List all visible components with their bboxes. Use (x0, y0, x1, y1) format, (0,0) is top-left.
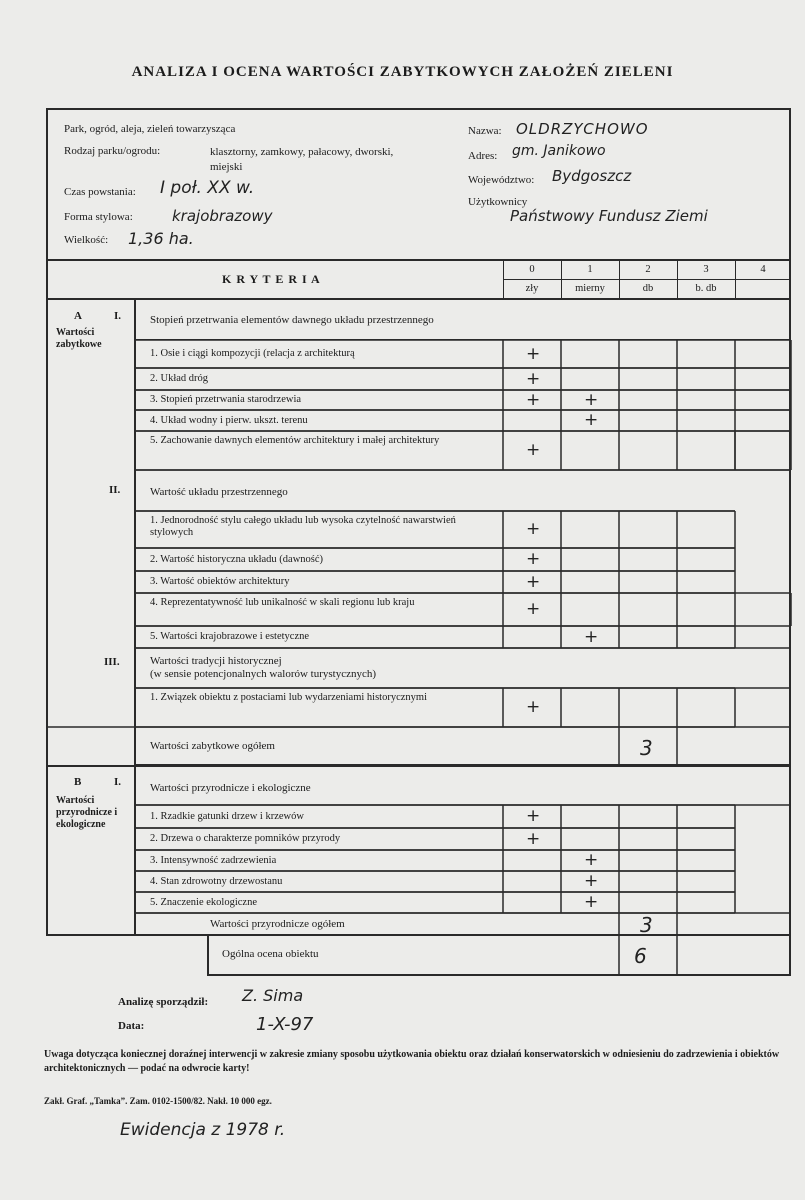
criterion-row-label: 1. Osie i ciągi kompozycji (relacja z architekturą (150, 348, 355, 359)
address-label: Adres: (468, 150, 498, 162)
overall-value: 6 (634, 944, 647, 968)
voivodeship-value: Bydgoszcz (552, 167, 632, 185)
section-a-name: Wartości zabytkowe (56, 327, 102, 350)
check-mark: + (584, 389, 599, 410)
style-value: krajobrazowy (172, 207, 273, 225)
park-kind-options: klasztorny, zamkowy, pałacowy, dworski, (210, 146, 394, 158)
check-mark: + (526, 697, 541, 717)
section-a-roman-3: III. (104, 656, 120, 668)
col-3-label: b. db (695, 283, 717, 294)
print-info: Zakł. Graf. „Tamka”. Zam. 0102-1500/82. Nakł. 10 000 egz. (44, 1096, 272, 1106)
park-kind-label: Rodzaj parku/ogrodu: (64, 145, 161, 157)
a3-group-title-2: (w sensie potencjonalnych walorów turystycznych) (150, 668, 377, 680)
section-a-letter: A (74, 310, 82, 322)
overall-label: Ogólna ocena obiektu (222, 948, 319, 960)
header-col-line-1 (561, 259, 562, 299)
criterion-row-label: 2. Układ dróg (150, 373, 209, 384)
col-2-label: db (642, 283, 654, 294)
a3-group-title-1: Wartości tradycji historycznej (150, 655, 282, 667)
date-value: 1-X-97 (256, 1014, 314, 1035)
check-mark: + (526, 828, 541, 849)
form-title: ANALIZA I OCENA WARTOŚCI ZABYTKOWYCH ZAŁOŻEŃ ZIELENI (131, 64, 674, 80)
header-mid-line (503, 279, 791, 280)
check-mark: + (526, 549, 541, 569)
criterion-row-label: 1. Związek obiektu z postaciami lub wydarzeniami historycznymi (150, 692, 427, 703)
section-b-letter: B (74, 776, 82, 788)
criteria-header: K R Y T E R I A (222, 272, 321, 286)
check-mark: + (584, 892, 599, 912)
b-total-label: Wartości przyrodnicze ogółem (210, 918, 345, 930)
check-mark: + (526, 343, 541, 364)
voivodeship-label: Województwo: (468, 174, 535, 186)
col-0-num: 0 (529, 264, 535, 275)
criterion-row-label: 5. Zachowanie dawnych elementów architektury i małej architektury (150, 435, 440, 446)
criterion-row-label: 5. Wartości krajobrazowe i estetyczne (150, 631, 310, 642)
origin-label: Czas powstania: (64, 186, 136, 198)
criterion-row-label: 2. Drzewa o charakterze pomników przyrody (150, 833, 341, 844)
col-4-num: 4 (760, 264, 766, 275)
a-total-label: Wartości zabytkowe ogółem (150, 740, 275, 752)
check-mark: + (584, 871, 599, 891)
intervention-note: Uwaga dotycząca koniecznej doraźnej interwencji w zakresie zmiany sposobu użytkowania obiektu oraz działań konserwatorskich w odniesieniu do zadrzewienia i obiektów architektonicznych — podać na odwrocie karty! (44, 1049, 780, 1074)
criterion-row-label: 4. Układ wodny i pierw. ukszt. terenu (150, 414, 308, 426)
analysis-signature: Z. Sima (242, 986, 304, 1005)
category-column-divider (134, 298, 136, 936)
b1-group-title: Wartości przyrodnicze i ekologiczne (150, 782, 311, 794)
section-b-name: Wartości przyrodnicze i ekologiczne (56, 795, 118, 830)
check-mark: + (526, 571, 541, 592)
record-note: Ewidencja z 1978 r. (120, 1120, 286, 1140)
check-mark: + (526, 519, 541, 539)
a2-group-title: Wartość układu przestrzennego (150, 486, 288, 498)
col-0-label: zły (525, 283, 539, 294)
header-col-line-0 (503, 259, 504, 299)
users-value: Państwowy Fundusz Ziemi (510, 207, 708, 225)
name-label: Nazwa: (468, 125, 502, 137)
check-mark: + (584, 410, 599, 430)
section-b-roman-1: I. (114, 776, 122, 788)
check-mark: + (584, 850, 599, 870)
name-value: OLDRZYCHOWO (516, 120, 649, 138)
check-mark: + (526, 368, 541, 389)
check-mark: + (526, 806, 541, 826)
col-2-num: 2 (645, 264, 651, 275)
park-type-line: Park, ogród, aleja, zieleń towarzysząca (64, 123, 236, 135)
a1-group-bottom (134, 339, 791, 340)
header-col-line-3 (677, 259, 678, 299)
col-3-num: 3 (703, 264, 709, 275)
section-a-b-divider (46, 765, 791, 767)
check-mark: + (584, 626, 599, 647)
header-bottom-line (46, 298, 791, 300)
header-col-line-2 (619, 259, 620, 299)
header-col-line-4 (735, 259, 736, 299)
size-label: Wielkość: (64, 234, 109, 246)
criterion-row-label: 5. Znaczenie ekologiczne (150, 896, 257, 908)
a-total-value: 3 (640, 736, 653, 760)
section-a-roman-1: I. (114, 310, 122, 322)
criterion-row-label: 3. Wartość obiektów architektury (150, 576, 290, 587)
analysis-label: Analizę sporządził: (118, 996, 209, 1008)
criterion-row-label: 3. Intensywność zadrzewienia (150, 854, 277, 866)
size-value: 1,36 ha. (128, 229, 194, 248)
criterion-row-label: 1. Jednorodność stylu całego układu lub wysoka czytelność nawarstwień stylowych (150, 515, 456, 538)
check-mark: + (526, 599, 541, 619)
check-mark: + (526, 440, 541, 460)
b-total-value: 3 (640, 913, 653, 937)
origin-value: I poł. XX w. (160, 178, 255, 198)
col-1-label: mierny (575, 283, 605, 294)
style-label: Forma stylowa: (64, 211, 133, 223)
col-1-num: 1 (587, 264, 593, 275)
criterion-row-label: 3. Stopień przetrwania starodrzewia (150, 394, 302, 405)
criterion-row-label: 1. Rzadkie gatunki drzew i krzewów (150, 810, 304, 822)
section-a-roman-2: II. (109, 484, 121, 496)
criterion-row-label: 2. Wartość historyczna układu (dawność) (150, 553, 324, 565)
criterion-row-label: 4. Stan zdrowotny drzewostanu (150, 875, 283, 887)
address-value: gm. Janikowo (512, 143, 606, 159)
a1-group-title: Stopień przetrwania elementów dawnego układu przestrzennego (150, 314, 434, 326)
check-mark: + (526, 389, 541, 410)
park-kind-options-2: miejski (210, 161, 243, 173)
header-top-line (46, 259, 791, 261)
criterion-row-label: 4. Reprezentatywność lub unikalność w skali regionu lub kraju (150, 597, 415, 608)
users-label: Użytkownicy (468, 196, 528, 208)
date-label: Data: (118, 1020, 145, 1032)
